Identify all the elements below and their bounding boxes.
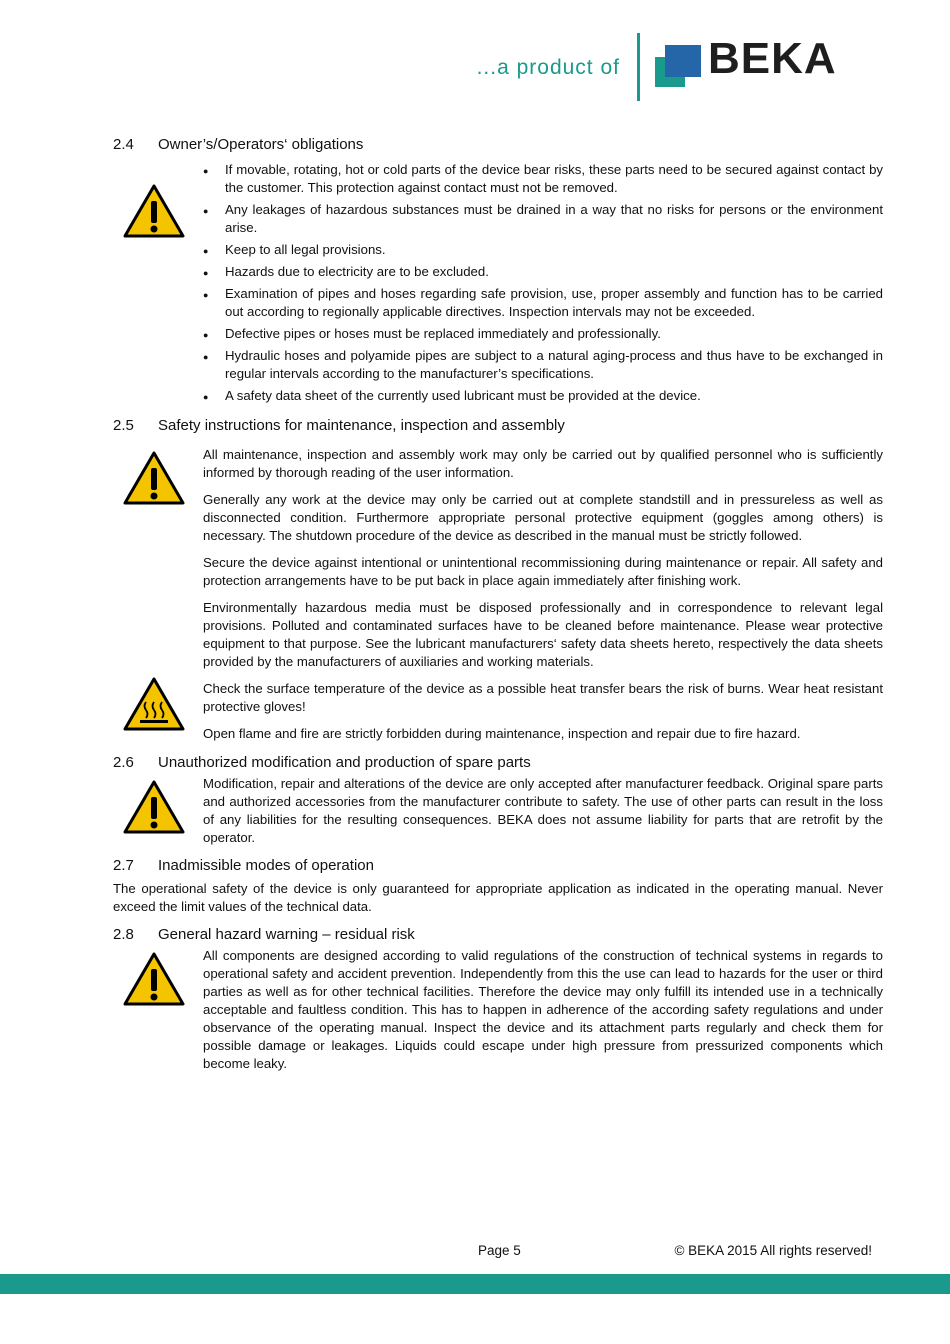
warning-triangle-icon bbox=[122, 450, 186, 506]
warning-triangle-icon bbox=[122, 951, 186, 1007]
paragraph: Secure the device against intentional or unintentional recommissioning during maintenance or repair. All safety and protection arrangements have to be put back in place again immediately after finishing work. bbox=[203, 555, 883, 588]
section-2-6-body bbox=[113, 775, 883, 847]
beka-logo-icon bbox=[655, 43, 703, 91]
footer-bar bbox=[0, 1274, 950, 1294]
section-2-5-heading bbox=[113, 417, 883, 434]
section-title: Inadmissible modes of operation bbox=[158, 857, 374, 874]
paragraph: Open flame and fire are strictly forbidden during maintenance, inspection and repair due to fire hazard. bbox=[203, 726, 801, 741]
section-2-5-body bbox=[113, 446, 883, 752]
list-item: ● Any leakages of hazardous substances must be drained in a way that no risks for persons or the environment arise. bbox=[225, 201, 883, 237]
section-2-8-body bbox=[113, 947, 883, 1073]
section-number: 2.7 bbox=[113, 857, 134, 874]
paragraph: The operational safety of the device is only guaranteed for appropriate application as indicated in the operating manual. Never exceed the limit values of the technical data. bbox=[113, 881, 883, 914]
section-number: 2.4 bbox=[113, 136, 134, 153]
list-item: ● Examination of pipes and hoses regarding safe provision, use, proper assembly and function has to be carried out according to regionally applicable directives. Inspection intervals may not be exceeded. bbox=[225, 285, 883, 321]
obligations-list bbox=[203, 161, 883, 405]
paragraph: All components are designed according to valid regulations of the construction of technical systems in regards to operational safety and accident prevention. Independently from this the use can lead to hazards for the user or third parties as well as for other technical facilities. Therefore the device may only fulfill its intended use in a technically acceptable and faultless condition. This has to happen in adherence of the according safety regulations and under observance of the operating manual. Inspect the device and its attachment parts regularly and check them for possible damage or leakages. Liquids could escape under high pressure from pressurized components which become leaky. bbox=[203, 948, 883, 1071]
section-number: 2.8 bbox=[113, 926, 134, 943]
section-2-4-body bbox=[113, 161, 883, 409]
paragraph: All maintenance, inspection and assembly work may only be carried out by qualified personnel who is sufficiently informed by thorough reading of the user information. bbox=[203, 447, 883, 480]
list-item: ● Defective pipes or hoses must be replaced immediately and professionally. bbox=[225, 325, 883, 343]
copyright: © BEKA 2015 All rights reserved! bbox=[674, 1243, 872, 1258]
section-2-4-heading bbox=[113, 136, 883, 153]
page-number: Page 5 bbox=[478, 1243, 521, 1258]
list-item: ● A safety data sheet of the currently used lubricant must be provided at the device. bbox=[225, 387, 883, 405]
list-item: ● Hydraulic hoses and polyamide pipes are subject to a natural aging-process and thus have to be exchanged in regular intervals according to the manufacturer’s specifications. bbox=[225, 347, 883, 383]
tagline: ...a product of bbox=[476, 56, 620, 79]
section-2-7-heading bbox=[113, 857, 883, 874]
logo-text: BEKA bbox=[708, 34, 837, 83]
paragraph: Modification, repair and alterations of the device are only accepted after manufacturer feedback. Original spare parts and authorized accessories from the manufacturer contribute to safety. The use of other parts can result in the loss of any liabilities for the resulting consequences. BEKA does not assume liability for parts that are retrofit by the operator. bbox=[203, 776, 883, 845]
hot-surface-icon bbox=[122, 676, 186, 732]
section-2-8-heading bbox=[113, 926, 883, 943]
paragraph: Environmentally hazardous media must be disposed professionally and in correspondence to relevant legal provisions. Polluted and contaminated surfaces have to be cleaned before maintenance. Please wear protective equipment to that purpose. See the lubricant manufacturers‘ safety data sheets hereto, respectively the data sheets provided by the manufacturers of auxiliaries and working materials. bbox=[203, 600, 883, 669]
paragraph: Generally any work at the device may only be carried out at complete standstill and in pressureless as well as disconnected condition. Furthermore appropriate personal protective equipment (goggles among others) is necessary. The shutdown procedure of the device as described in the manual must be strictly followed. bbox=[203, 492, 883, 543]
section-2-6-heading bbox=[113, 754, 883, 771]
page-content bbox=[113, 136, 883, 1073]
page-header bbox=[0, 30, 950, 105]
header-divider bbox=[637, 33, 640, 101]
section-number: 2.5 bbox=[113, 417, 134, 434]
list-item: ● If movable, rotating, hot or cold parts of the device bear risks, these parts need to be secured against contact by the customer. This protection against contact must not be removed. bbox=[225, 161, 883, 197]
section-title: Safety instructions for maintenance, inspection and assembly bbox=[158, 417, 565, 434]
section-title: Owner’s/Operators‘ obligations bbox=[158, 136, 364, 153]
section-number: 2.6 bbox=[113, 754, 134, 771]
list-item: ● Keep to all legal provisions. bbox=[225, 241, 883, 259]
warning-triangle-icon bbox=[122, 779, 186, 835]
section-title: Unauthorized modification and production of spare parts bbox=[158, 754, 531, 771]
list-item: ● Hazards due to electricity are to be excluded. bbox=[225, 263, 883, 281]
warning-triangle-icon bbox=[122, 183, 186, 239]
paragraph: Check the surface temperature of the device as a possible heat transfer bears the risk of burns. Wear heat resistant protective gloves! bbox=[203, 681, 883, 714]
section-title: General hazard warning – residual risk bbox=[158, 926, 415, 943]
